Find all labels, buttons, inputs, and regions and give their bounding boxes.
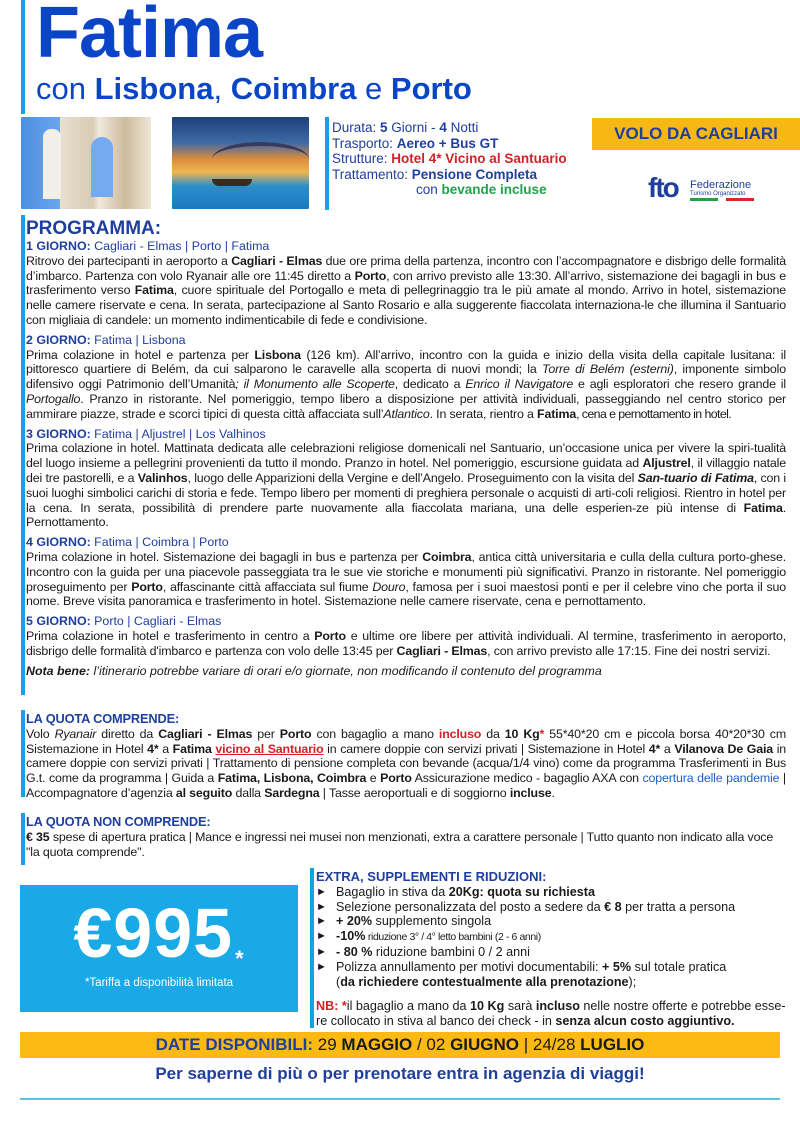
durata-label: Durata:	[332, 120, 381, 135]
text: . Pernottamento.	[26, 500, 786, 530]
bold-text: Cagliari - Elmas	[396, 643, 488, 658]
strutture-line	[332, 151, 567, 167]
extra-list	[316, 885, 796, 990]
italic-text: Enrico il Navigatore	[465, 377, 574, 392]
text: nelle nostre offerte e potrebbe esse-re collocato in stiva al banco dei check - in	[316, 999, 786, 1029]
text: , cena e pernottamento in hotel.	[576, 406, 732, 421]
day-text	[26, 629, 786, 659]
bold-text: 4*	[147, 741, 159, 756]
day-1	[26, 239, 786, 328]
day-route: Fatima | Lisbona	[90, 332, 186, 347]
date-disponibili-bar	[20, 1032, 780, 1058]
arch-shape	[91, 137, 113, 197]
subtitle-e: e	[356, 71, 391, 106]
bold-text: Lisbona	[254, 347, 301, 362]
bold-text: 20Kg: quota su richiesta	[448, 884, 595, 899]
text: , con arrivo previsto alle 13:30. All’arrivo, sistemazione dei bagagli in bus e trasferimento verso	[26, 268, 787, 298]
day-heading	[26, 239, 786, 254]
text: | Accompagnatore d’agenzia	[26, 771, 786, 800]
day-5	[26, 614, 786, 658]
bold-text: -10%	[336, 929, 366, 944]
text: Polizza annullamento per motivi documentabili:	[336, 959, 603, 974]
italic-text: Torre di Belém (esterni)	[542, 362, 674, 377]
extra-item	[316, 945, 796, 960]
text: sarà	[504, 999, 536, 1014]
day-route: Fatima | Aljustrel | Los Valhinos	[90, 426, 266, 441]
text: in camere doppie con servizi privati | Trattamento di pensione completa con bevande (acqua/1/4 vino) come da programma Trasferimenti in Bus G.t. come da programma | Guida a	[26, 741, 787, 786]
page-title: Fatima	[36, 0, 263, 73]
day-4	[26, 535, 786, 609]
bold-text: Porto	[354, 268, 387, 283]
red-text: incluso	[438, 726, 482, 741]
trasporto-label: Trasporto:	[332, 135, 397, 151]
text: Bagaglio in stiva da	[336, 884, 449, 899]
day-label: 2 GIORNO:	[26, 332, 91, 347]
text: a	[660, 741, 675, 756]
triangle-bullet-icon: ►	[316, 915, 327, 928]
nota-text: l’itinerario potrebbe variare di orari e/o giornate, non modificando il contenuto del programma	[90, 663, 602, 678]
text: per tratta a persona	[621, 899, 736, 914]
durata-days-unit: Giorni -	[387, 120, 440, 135]
text: , imponente simbolo difensivo oggi Patrimonio dell’Umanità	[26, 362, 786, 392]
extra-section	[316, 870, 796, 1029]
nb-note	[316, 999, 796, 1029]
day-heading	[26, 333, 786, 348]
text: Prima colazione in hotel. Mattinata dedicata alle celebrazioni religiose domenicali nel Santuario, un’occasione unica per vivere la spiri-tualità del luogo insieme a pellegrini provenienti da tutto il mondo. Pranzo in hotel. Nel pomeriggio, escursione guidata ad	[26, 441, 786, 471]
fto-logo-line1: Federazione	[690, 179, 752, 191]
text: , famosa per i suoi maestosi ponti e per il celebre vino che porta il suo nome. Breve visita panoramica e trasferimento in hotel. Sistemazione nelle camere riservate, cena e pernottamento.	[26, 579, 786, 609]
text: due ore prima della partenza, incontro con l’accompagnatore e disbrigo delle formalità d’imbarco. Partenza con volo Ryanair alle ore 11:45 diretto a	[26, 253, 786, 283]
bevande-con: con	[416, 182, 442, 197]
day-label: 1 GIORNO:	[26, 239, 91, 253]
bold-text: - 80 %	[336, 944, 373, 959]
flag-green-bar	[690, 198, 718, 201]
bold-text: Porto	[279, 726, 312, 741]
bold-text: Vilanova De Gaia	[674, 741, 774, 756]
text: (126 km). All’arrivo, incontro con la guida e inizio della visita della capitale lusitana: il pittoresco quartiere di Belém, da cui salparono le caravelle alla scoperta di nuovi mondi; la	[26, 347, 786, 377]
text: , antica città universitaria e culla della cultura porto-ghese. Incontro con la guida per una piacevole passeggiata tra le sue vie storiche e monumenti più significativi. Pranzo in ristorante. Nel pomeriggio proseguimento per	[26, 549, 786, 594]
bold-text: Porto	[380, 771, 412, 786]
strutture-label: Strutture:	[332, 151, 392, 166]
text: Prima colazione in hotel e trasferimento in centro a	[26, 628, 315, 643]
text: Volo	[26, 726, 55, 741]
subtitle-lisbona: Lisbona	[94, 71, 214, 106]
extra-stripe	[310, 868, 314, 1028]
day-2	[26, 333, 786, 422]
comprende-heading: LA QUOTA COMPRENDE:	[26, 711, 180, 726]
text: , dedicato a	[394, 377, 466, 392]
durata-nights: 4	[439, 120, 447, 135]
italic-text: Portogallo	[26, 391, 81, 406]
bold-text: Cagliari - Elmas	[158, 726, 253, 741]
text: da	[481, 726, 505, 741]
red-asterisk: *	[539, 726, 545, 741]
text: Selezione personalizzata del posto a sedere da	[336, 899, 605, 914]
text: , affascinante città affacciata sul fiume	[162, 579, 373, 594]
trattamento-label: Trattamento:	[332, 166, 412, 182]
text: con bagaglio a mano	[311, 726, 439, 741]
dates-label: DATE DISPONIBILI:	[155, 1035, 314, 1054]
nota-bene	[26, 664, 786, 679]
bevande-line	[332, 182, 567, 198]
text: , con arrivo previsto alle 17:15. Fine dei nostri servizi.	[487, 643, 771, 658]
day-label: 3 GIORNO:	[26, 426, 91, 441]
flag-red-bar	[726, 198, 754, 201]
nb-label: NB: *	[316, 999, 347, 1014]
text: . In serata, rientro a	[429, 406, 538, 421]
day-3	[26, 427, 786, 531]
day-heading	[26, 427, 786, 442]
date-text: 29	[313, 1035, 342, 1054]
day-heading	[26, 535, 786, 550]
comprende-text	[26, 727, 786, 801]
bold-text: 10 Kg	[470, 999, 505, 1014]
day-route: Cagliari - Elmas | Porto | Fatima	[90, 239, 270, 253]
day-text	[26, 254, 786, 328]
programma-stripe	[21, 215, 25, 695]
subtitle-comma: ,	[213, 71, 231, 106]
subtitle-porto: Porto	[390, 71, 472, 106]
bold-text: € 35	[26, 829, 50, 844]
text: sul totale pratica	[631, 959, 727, 974]
bold-text: + 5%	[602, 959, 632, 974]
triangle-bullet-icon: ►	[316, 945, 327, 958]
extra-item	[316, 885, 796, 900]
trip-info	[332, 120, 567, 198]
non-comprende-heading: LA QUOTA NON COMPRENDE:	[26, 814, 211, 829]
month-text: GIUGNO	[450, 1035, 520, 1054]
programma-heading: PROGRAMMA:	[26, 218, 162, 239]
bold-text: Porto	[131, 579, 163, 594]
italic-text: Ryanair	[54, 726, 97, 741]
text: .	[551, 785, 555, 800]
text: , luogo delle Apparizioni della Vergine e dell’Angelo. Proseguimento con la visita del	[187, 470, 638, 485]
triangle-bullet-icon: ►	[316, 930, 327, 943]
price-box	[20, 885, 298, 1012]
bold-text: Porto	[314, 628, 346, 643]
text: Prima colazione in hotel. Sistemazione dei bagagli in bus e partenza per	[26, 549, 423, 564]
bold-text: € 8	[604, 899, 622, 914]
bold-text: incluse	[509, 785, 552, 800]
bold-italic-text: San-tuario di Fatima	[637, 470, 754, 485]
text: diretto da	[96, 726, 159, 741]
price-amount-wrap	[20, 893, 298, 973]
text: in camere doppie con servizi privati | Sistemazione in Hotel	[323, 741, 649, 756]
bold-text: al seguito	[175, 785, 233, 800]
text: e agli esploratori che resero grande il	[573, 377, 786, 392]
bold-text: 4*	[648, 741, 661, 756]
bevande-value: bevande incluse	[441, 182, 547, 197]
quota-comprende-section	[26, 712, 786, 801]
day-heading	[26, 614, 786, 629]
tower-shape	[43, 129, 61, 199]
text: riduzione 3° / 4° letto bambini (2 - 6 anni)	[365, 931, 541, 944]
date-text: / 02	[412, 1035, 451, 1054]
day-text	[26, 348, 786, 422]
subtitle-coimbra: Coimbra	[230, 71, 357, 106]
text: e ultime ore libere per attività individuali. Al termine, trasferimento in aeroporto, disbrigo delle formalità d'imbarco e partenza con volo delle 13:45 per	[26, 628, 786, 658]
bold-text: da richiedere contestualmente alla prenotazione	[340, 974, 629, 989]
text: Prima colazione in hotel e partenza per	[26, 347, 255, 362]
text: Assicurazione medico - bagaglio AXA con	[411, 771, 643, 786]
non-comprende-text	[26, 830, 786, 860]
bold-text: 10 Kg	[504, 726, 540, 741]
italic-text: Atlantico	[383, 406, 430, 421]
trasporto-value: Aereo + Bus GT	[396, 135, 499, 151]
volo-badge: VOLO DA CAGLIARI	[592, 118, 800, 150]
price-note: *Tariffa a disponibilità limitata	[84, 977, 234, 989]
date-text: | 24/28	[519, 1035, 581, 1054]
page-subtitle	[36, 71, 472, 107]
extra-item	[316, 929, 796, 945]
extra-item	[316, 900, 796, 915]
boat-shape	[212, 179, 252, 186]
italic-text: Douro	[372, 579, 406, 594]
day-route: Porto | Cagliari - Elmas	[90, 614, 222, 629]
triangle-bullet-icon: ►	[316, 885, 327, 898]
bold-text: incluso	[535, 999, 580, 1014]
text: spese di apertura pratica | Mance e ingressi nei musei non menzionati, extra a carattere personale | Tutto quanto non indicato alla voce "la quota comprende".	[26, 829, 774, 859]
text: a	[158, 741, 173, 756]
text: per	[252, 726, 280, 741]
fto-logo-line2: Turismo Organizzato	[690, 191, 746, 197]
text: , il villaggio natale dei tre pastorelli, e a	[26, 456, 786, 485]
bold-text: Fatima	[743, 500, 783, 515]
quota-non-comprende-section	[26, 815, 786, 859]
bold-text: Fatima	[537, 406, 577, 421]
day-route: Fatima | Coimbra | Porto	[90, 535, 229, 550]
title-stripe	[21, 0, 25, 114]
durata-line	[332, 120, 567, 136]
bold-text: Valinhos	[137, 470, 188, 485]
text: 55*40*20 cm e piccola borsa 40*20*30 cm Sistemazione in Hotel	[26, 726, 787, 756]
price-asterisk: *	[235, 946, 245, 971]
extra-item	[316, 960, 796, 990]
comprende-stripe	[21, 710, 25, 797]
nota-label: Nota bene:	[26, 663, 91, 678]
text: dalla	[232, 785, 265, 800]
durata-nights-unit: Notti	[446, 120, 479, 135]
info-stripe	[325, 117, 329, 210]
day-text	[26, 550, 786, 609]
bold-text: Sardegna	[264, 785, 320, 800]
day-label: 5 GIORNO:	[26, 614, 91, 629]
text: | Tasse aeroportuali e di soggiorno	[319, 785, 510, 800]
text: . Pranzo in ristorante. Nel pomeriggio, tempo libero a disposizione per attività individuali, passeggiando nel centro storico per ammirare piazze, strade e scorci tipici di questa città affacciata sull’	[26, 391, 786, 421]
bold-text: + 20%	[336, 914, 373, 929]
text: supplemento singola	[372, 914, 492, 929]
day-label: 4 GIORNO:	[26, 535, 91, 550]
pandemie-text: copertura delle pandemie	[642, 771, 780, 786]
text: il bagaglio a mano da	[346, 999, 471, 1014]
durata-days: 5	[380, 120, 388, 135]
extra-heading: EXTRA, SUPPLEMENTI E RIDUZIONI:	[316, 869, 547, 884]
trasporto-line	[332, 136, 567, 152]
trattamento-value: Pensione Completa	[411, 166, 538, 182]
call-to-action: Per saperne di più o per prenotare entra in agenzia di viaggi!	[155, 1064, 645, 1083]
trattamento-line	[332, 167, 567, 183]
bold-text: Aljustrel	[642, 456, 691, 471]
bridge-shape	[212, 142, 309, 176]
bold-text: Coimbra	[422, 549, 472, 564]
month-text: MAGGIO	[341, 1035, 413, 1054]
programma-section	[26, 219, 786, 678]
bottom-divider	[20, 1098, 780, 1100]
bold-text: Cagliari - Elmas	[231, 253, 323, 268]
month-text: LUGLIO	[580, 1035, 645, 1054]
subtitle-con: con	[36, 71, 95, 106]
porto-river-photo	[172, 117, 309, 209]
price-amount: €995	[73, 894, 234, 972]
text: , con i suoi luoghi simbolici carichi di storia e fede. Tempo libero per momenti di preghiera personale o acquisti di arti-coli religiosi. Rientro in hotel per la cena. In serata, possibilità di prendere parte nuovamente alla fiaccolata mariana, una delle esperien-ze più intense di	[26, 470, 787, 515]
red-underline-text: vicino al Santuario	[215, 741, 324, 756]
bold-text: Fatima	[134, 283, 174, 298]
text: , cuore spirituale del Portogallo e meta di pellegrinaggio tra le più amate al mondo. Arrivo in hotel, sistemazione nelle camere riservate e cena. In serata, partecipazione al Santo Rosario e alla suggerente fiaccolata internaziona-le che illumina il Santuario con migliaia di candele: un momento indimenticabile di fede e condivisione.	[26, 283, 786, 327]
text: e	[366, 771, 381, 786]
non-comprende-stripe	[21, 813, 25, 865]
text: );	[628, 974, 637, 989]
extra-item	[316, 914, 796, 929]
day-text	[26, 441, 786, 530]
triangle-bullet-icon: ►	[316, 900, 327, 913]
bold-text: Fatima	[172, 741, 212, 756]
strutture-value: Hotel 4* Vicino al Santuario	[391, 151, 567, 166]
fatima-sanctuary-photo	[21, 117, 151, 209]
text: riduzione bambini 0 / 2 anni	[372, 944, 530, 959]
triangle-bullet-icon: ►	[316, 960, 327, 973]
bold-text: Fatima, Lisbona, Coimbra	[217, 771, 367, 786]
text: Ritrovo dei partecipanti in aeroporto a	[26, 253, 232, 268]
text: (	[336, 974, 341, 989]
bold-text: senza alcun costo aggiuntivo.	[555, 1014, 735, 1029]
italic-text: ; il Monumento alle Scoperte	[235, 377, 395, 392]
fto-logo-mark: fto	[648, 172, 678, 203]
